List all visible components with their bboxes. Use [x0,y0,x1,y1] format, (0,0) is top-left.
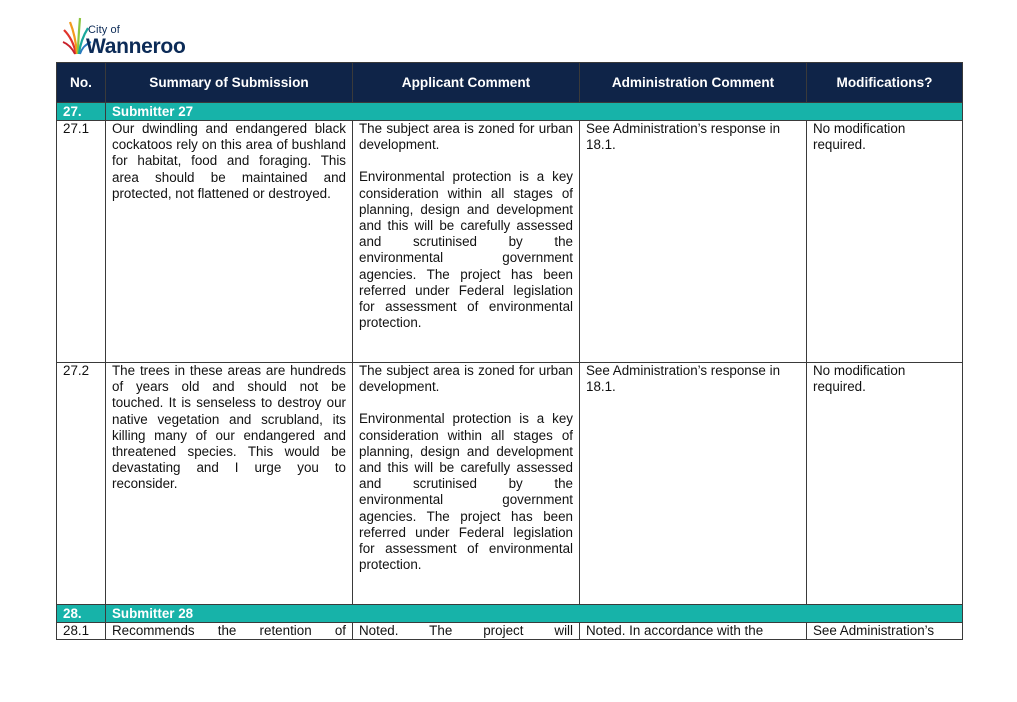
submitter-label: Submitter 28 [106,605,963,623]
applicant-comment-paragraph: Environmental protection is a key consideration within all stages of planning, design and development and this will be carefully assessed and scrutinised by the environmental government agencies. The project has been referred under Federal legislation for assessment of environmental protection. [359,411,573,573]
modifications-cell [807,121,963,363]
applicant-comment-cell [353,363,580,605]
row-number: 27.1 [63,121,90,136]
summary-text: Our dwindling and endangered black cockatoos rely on this area of bushland for habitat, food and foraging. This area should be maintained and protected, not flattened or destroyed. [112,121,346,201]
header-administration-comment: Administration Comment [580,63,807,103]
administration-comment-cell [580,363,807,605]
modifications-text: No modification required. [813,121,906,153]
submitter-row [57,103,963,121]
summary-cell [106,623,353,640]
row-number-cell [57,121,106,363]
table-header [57,63,963,103]
logo-city-of-text: City of [88,24,120,36]
summary-text: Recommends the retention of [112,623,346,638]
administration-comment-text: See Administration’s response in 18.1. [586,363,781,395]
header-number: No. [57,63,106,103]
header-applicant-comment: Applicant Comment [353,63,580,103]
applicant-comment-paragraph: Noted. The project will [359,623,573,638]
summary-cell [106,363,353,605]
table-row [57,121,963,363]
applicant-comment-paragraph: The subject area is zoned for urban development. [359,363,573,395]
applicant-comment-cell [353,623,580,640]
row-number-cell [57,363,106,605]
applicant-comment-paragraph: The subject area is zoned for urban development. [359,121,573,153]
submitter-label: Submitter 27 [106,103,963,121]
header-summary: Summary of Submission [106,63,353,103]
modifications-text: See Administration’s [813,623,935,638]
summary-text: The trees in these areas are hundreds of years old and should not be touched. It is senseless to destroy our native vegetation and scrubland, its killing many of our endangered and threatened species. This would be devastating and I urge you to reconsider. [112,363,346,492]
table-row [57,363,963,605]
administration-comment-text: Noted. In accordance with the [586,623,764,638]
row-number: 27.2 [63,363,90,378]
submitter-row [57,605,963,623]
modifications-cell [807,363,963,605]
modifications-text: No modification required. [813,363,906,395]
administration-comment-text: See Administration’s response in 18.1. [586,121,781,153]
applicant-comment-paragraph: Environmental protection is a key consideration within all stages of planning, design and development and this will be carefully assessed and scrutinised by the environmental government agencies. The project has been referred under Federal legislation for assessment of environmental protection. [359,169,573,331]
applicant-comment-cell [353,121,580,363]
modifications-cell [807,623,963,640]
summary-cell [106,121,353,363]
header-modifications: Modifications? [807,63,963,103]
administration-comment-cell [580,623,807,640]
logo-wanneroo-text: Wanneroo [86,35,186,58]
table-row [57,623,963,640]
submitter-number: 27. [57,103,106,121]
administration-comment-cell [580,121,807,363]
row-number-cell [57,623,106,640]
submissions-table [56,62,963,640]
city-of-wanneroo-logo [62,14,192,60]
row-number: 28.1 [63,623,90,638]
submitter-number: 28. [57,605,106,623]
